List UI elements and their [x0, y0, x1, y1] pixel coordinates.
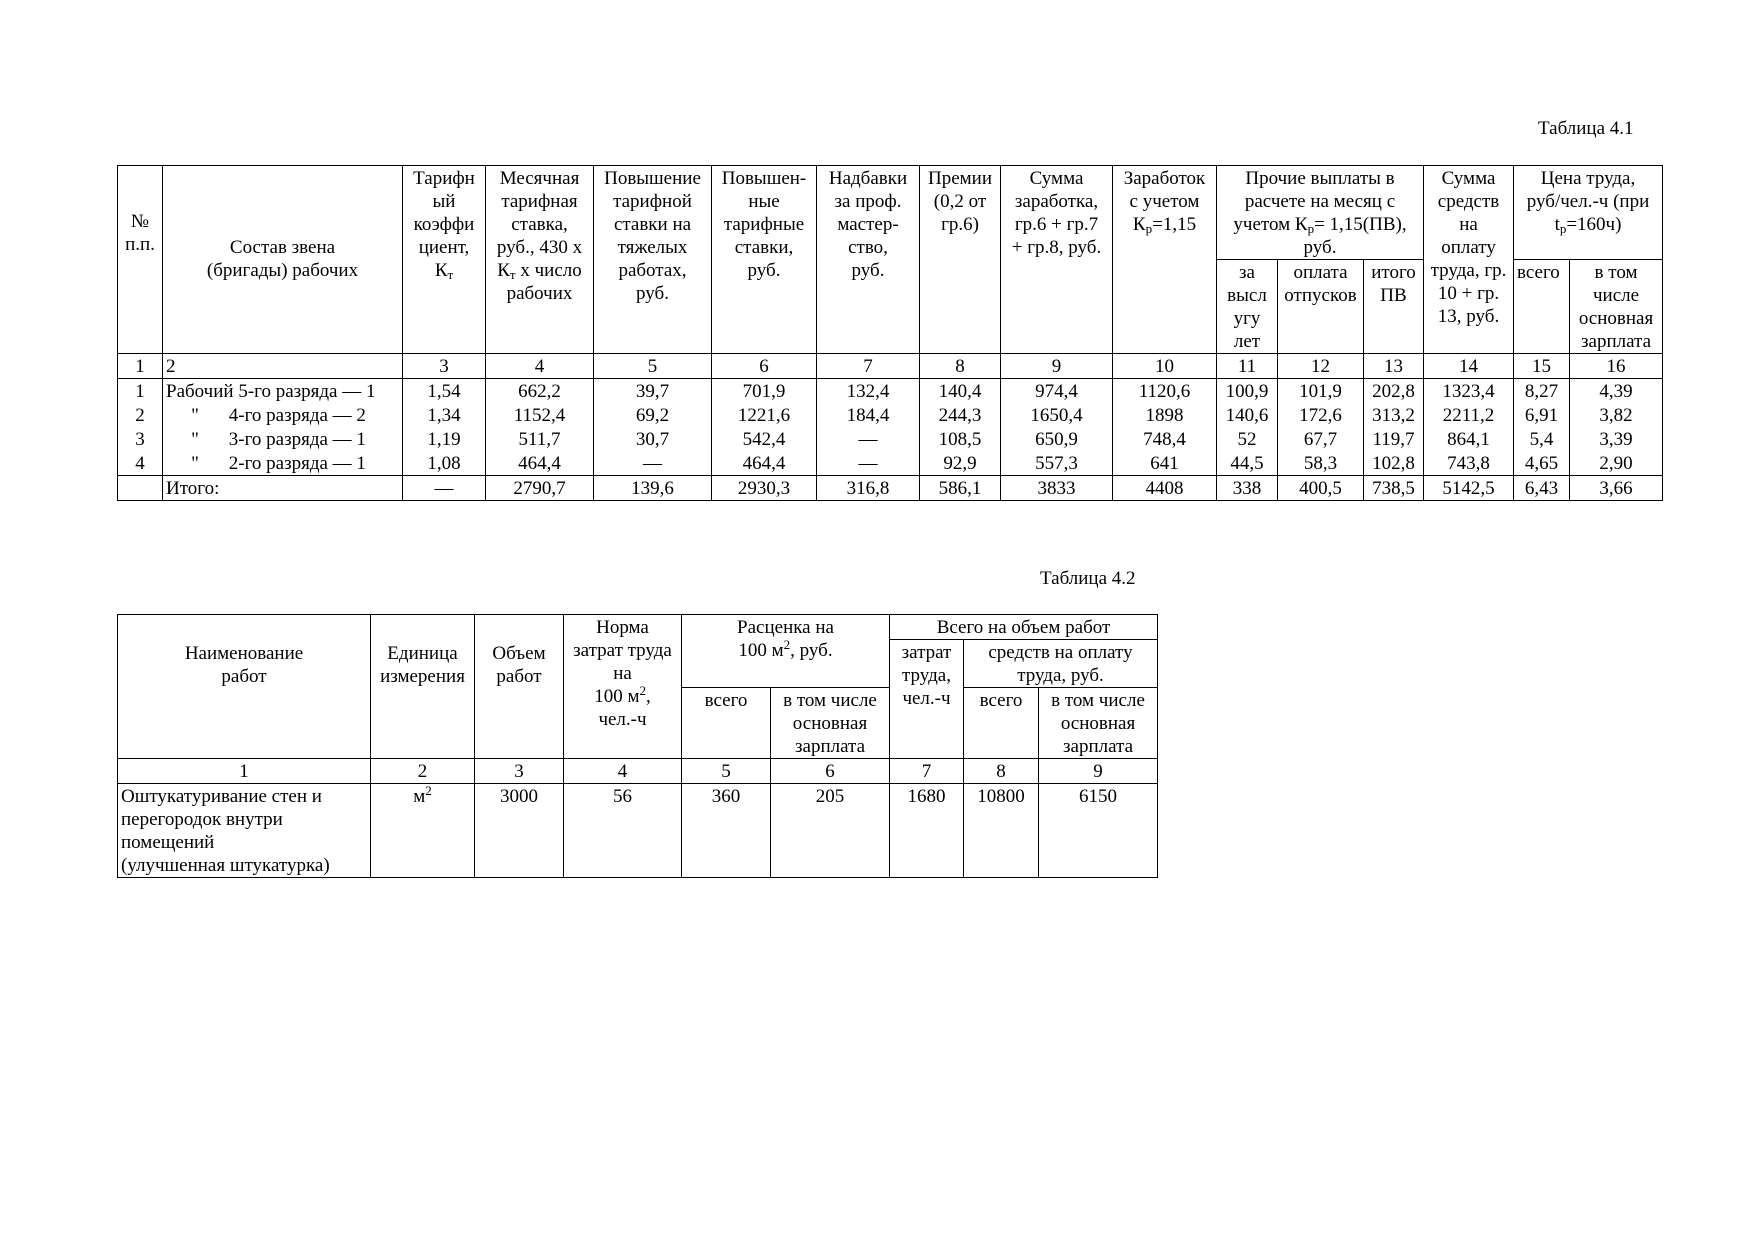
row-number: 2	[118, 403, 163, 427]
cell-pv-total: 202,8	[1364, 379, 1424, 404]
work-name: Оштукатуривание стен и перегородок внутри помещений (улучшенная штукатурка)	[118, 784, 371, 878]
cell-rate: 464,4	[486, 451, 594, 476]
header-funds: средств на оплату труда, руб.	[964, 640, 1158, 688]
cell-premium: 140,4	[920, 379, 1001, 404]
row-number: 1	[118, 379, 163, 404]
header-labor-price: Цена труда, руб/чел.-ч (при $t_р=160ч$)	[1514, 166, 1663, 260]
cell-price-total: 8,27	[1514, 379, 1570, 404]
col-number: 7	[817, 354, 920, 379]
header-funds-total: всего	[964, 688, 1039, 759]
cell-vacation: 400,5	[1278, 476, 1364, 501]
cell-earnings: 1898	[1113, 403, 1217, 427]
cell-price-base: 205	[771, 784, 890, 878]
col-number: 9	[1039, 759, 1158, 784]
cell-coef: 1,54	[403, 379, 486, 404]
cell-coef: 1,08	[403, 451, 486, 476]
header-premium: Премии (0,2 от гр.6)	[920, 166, 1001, 354]
table-4-2	[117, 614, 1158, 878]
header-pv-total: итого ПВ	[1364, 260, 1424, 354]
cell-pv-total: 102,8	[1364, 451, 1424, 476]
cell-fund: 5142,5	[1424, 476, 1514, 501]
col-number: 16	[1570, 354, 1663, 379]
cell-long-service: 52	[1217, 427, 1278, 451]
cell-coef: 1,34	[403, 403, 486, 427]
col-number: 1	[118, 759, 371, 784]
cell-funds-base: 6150	[1039, 784, 1158, 878]
col-number: 14	[1424, 354, 1514, 379]
col-number: 11	[1217, 354, 1278, 379]
cell-coef: —	[403, 476, 486, 501]
row-number: 4	[118, 451, 163, 476]
cell-earnings: 748,4	[1113, 427, 1217, 451]
cell-vacation: 172,6	[1278, 403, 1364, 427]
cell-earnings: 641	[1113, 451, 1217, 476]
total-label: Итого:	[163, 476, 403, 501]
cell-raised: 701,9	[712, 379, 817, 404]
header-price-base: в том числе основная зарплата	[1570, 260, 1663, 354]
crew-member: " 4-го разряда — 2	[163, 403, 403, 427]
cell-price-base: 3,39	[1570, 427, 1663, 451]
col-number: 2	[163, 354, 403, 379]
ditto-mark: "	[191, 453, 199, 474]
header-long-service: за высл угу лет	[1217, 260, 1278, 354]
cell-sum: 650,9	[1001, 427, 1113, 451]
cell-long-service: 44,5	[1217, 451, 1278, 476]
header-crew: Состав звена (бригады) рабочих	[163, 166, 403, 354]
cell-rate: 1152,4	[486, 403, 594, 427]
header-raised: Повышен- ные тарифные ставки, руб.	[712, 166, 817, 354]
cell-coef: 1,19	[403, 427, 486, 451]
table-row	[118, 784, 1158, 878]
header-vacation: оплата отпусков	[1278, 260, 1364, 354]
cell-price-total: 360	[682, 784, 771, 878]
table-row	[118, 403, 1663, 427]
crew-member: Рабочий 5-го разряда — 1	[163, 379, 403, 404]
cell-vacation: 67,7	[1278, 427, 1364, 451]
cell-price-base: 3,66	[1570, 476, 1663, 501]
cell-sum: 974,4	[1001, 379, 1113, 404]
row-number: 3	[118, 427, 163, 451]
header-coef: Тарифн ый коэффи циент, $К_т$	[403, 166, 486, 354]
header-norm: Норма затрат труда на 100 $м^2$, чел.-ч	[564, 615, 682, 759]
row-number	[118, 476, 163, 501]
cell-hard: 139,6	[594, 476, 712, 501]
header-labor: затрат труда, чел.-ч	[890, 640, 964, 759]
cell-price-base: 3,82	[1570, 403, 1663, 427]
cell-hard: 39,7	[594, 379, 712, 404]
col-number: 4	[564, 759, 682, 784]
col-number: 13	[1364, 354, 1424, 379]
cell-premium: 244,3	[920, 403, 1001, 427]
col-number: 15	[1514, 354, 1570, 379]
header-price-total: всего	[682, 688, 771, 759]
cell-bonus: 316,8	[817, 476, 920, 501]
cell-sum: 1650,4	[1001, 403, 1113, 427]
col-number: 2	[371, 759, 475, 784]
cell-pv-total: 119,7	[1364, 427, 1424, 451]
table-4-1-caption: Таблица 4.1	[1538, 118, 1634, 139]
cell-long-service: 100,9	[1217, 379, 1278, 404]
header-funds-base: в том числе основная зарплата	[1039, 688, 1158, 759]
col-number: 1	[118, 354, 163, 379]
col-number: 7	[890, 759, 964, 784]
column-numbers-row	[118, 354, 1663, 379]
ditto-mark: "	[191, 429, 199, 450]
header-price-base: в том числе основная зарплата	[771, 688, 890, 759]
table-4-1	[117, 165, 1663, 501]
cell-pv-total: 313,2	[1364, 403, 1424, 427]
total-row	[118, 476, 1663, 501]
cell-sum: 557,3	[1001, 451, 1113, 476]
col-number: 3	[475, 759, 564, 784]
cell-long-service: 140,6	[1217, 403, 1278, 427]
header-sum: Сумма заработка, гр.6 + гр.7 + гр.8, руб.	[1001, 166, 1113, 354]
cell-rate: 511,7	[486, 427, 594, 451]
cell-earnings: 4408	[1113, 476, 1217, 501]
cell-raised: 464,4	[712, 451, 817, 476]
cell-vacation: 101,9	[1278, 379, 1364, 404]
header-fund: Сумма средств на оплату труда, гр. 10 + гр. 13, руб.	[1424, 166, 1514, 354]
cell-premium: 586,1	[920, 476, 1001, 501]
col-number: 6	[712, 354, 817, 379]
header-total-volume: Всего на объем работ	[890, 615, 1158, 640]
col-number: 6	[771, 759, 890, 784]
column-numbers-row	[118, 759, 1158, 784]
cell-fund: 864,1	[1424, 427, 1514, 451]
cell-fund: 1323,4	[1424, 379, 1514, 404]
header-unit: Единица измерения	[371, 615, 475, 759]
col-number: 9	[1001, 354, 1113, 379]
header-work-name: Наименование работ	[118, 615, 371, 759]
col-number: 12	[1278, 354, 1364, 379]
cell-norm: 56	[564, 784, 682, 878]
cell-price-total: 5,4	[1514, 427, 1570, 451]
header-volume: Объем работ	[475, 615, 564, 759]
col-number: 8	[964, 759, 1039, 784]
col-number: 5	[594, 354, 712, 379]
header-earnings: Заработок с учетом $К_р=1,15$	[1113, 166, 1217, 354]
cell-bonus: —	[817, 451, 920, 476]
cell-funds-total: 10800	[964, 784, 1039, 878]
cell-price-total: 6,91	[1514, 403, 1570, 427]
ditto-mark: "	[191, 405, 199, 426]
crew-member: " 3-го разряда — 1	[163, 427, 403, 451]
cell-raised: 542,4	[712, 427, 817, 451]
cell-hard: 30,7	[594, 427, 712, 451]
cell-rate: 662,2	[486, 379, 594, 404]
col-number: 8	[920, 354, 1001, 379]
table-row	[118, 427, 1663, 451]
header-rate: Месячная тарифная ставка, руб., 430 х $К_т$ х число рабочих	[486, 166, 594, 354]
cell-volume: 3000	[475, 784, 564, 878]
cell-sum: 3833	[1001, 476, 1113, 501]
cell-fund: 743,8	[1424, 451, 1514, 476]
cell-earnings: 1120,6	[1113, 379, 1217, 404]
col-number: 10	[1113, 354, 1217, 379]
cell-hard: 69,2	[594, 403, 712, 427]
cell-hard: —	[594, 451, 712, 476]
crew-member: " 2-го разряда — 1	[163, 451, 403, 476]
cell-rate: 2790,7	[486, 476, 594, 501]
header-num: № п.п.	[118, 166, 163, 354]
cell-bonus: 184,4	[817, 403, 920, 427]
header-bonus: Надбавки за проф. мастер- ство, руб.	[817, 166, 920, 354]
table-row	[118, 451, 1663, 476]
cell-vacation: 58,3	[1278, 451, 1364, 476]
cell-bonus: —	[817, 427, 920, 451]
cell-fund: 2211,2	[1424, 403, 1514, 427]
table-row	[118, 379, 1663, 404]
col-number: 3	[403, 354, 486, 379]
cell-price-base: 2,90	[1570, 451, 1663, 476]
cell-pv-total: 738,5	[1364, 476, 1424, 501]
cell-bonus: 132,4	[817, 379, 920, 404]
header-hard: Повышение тарифной ставки на тяжелых работах, руб.	[594, 166, 712, 354]
col-number: 4	[486, 354, 594, 379]
cell-price-total: 4,65	[1514, 451, 1570, 476]
cell-price-total: 6,43	[1514, 476, 1570, 501]
cell-long-service: 338	[1217, 476, 1278, 501]
cell-premium: 92,9	[920, 451, 1001, 476]
cell-labor: 1680	[890, 784, 964, 878]
col-number: 5	[682, 759, 771, 784]
header-other-payments: Прочие выплаты в расчете на месяц с учетом $К_р= 1,15(ПВ)$, руб.	[1217, 166, 1424, 260]
table-4-2-caption: Таблица 4.2	[1040, 568, 1136, 589]
header-price-total: всего	[1514, 260, 1570, 354]
cell-price-base: 4,39	[1570, 379, 1663, 404]
cell-unit: $м^2$	[371, 784, 475, 878]
cell-premium: 108,5	[920, 427, 1001, 451]
header-price: Расценка на 100 $м^2$, руб.	[682, 615, 890, 688]
cell-raised: 2930,3	[712, 476, 817, 501]
cell-raised: 1221,6	[712, 403, 817, 427]
